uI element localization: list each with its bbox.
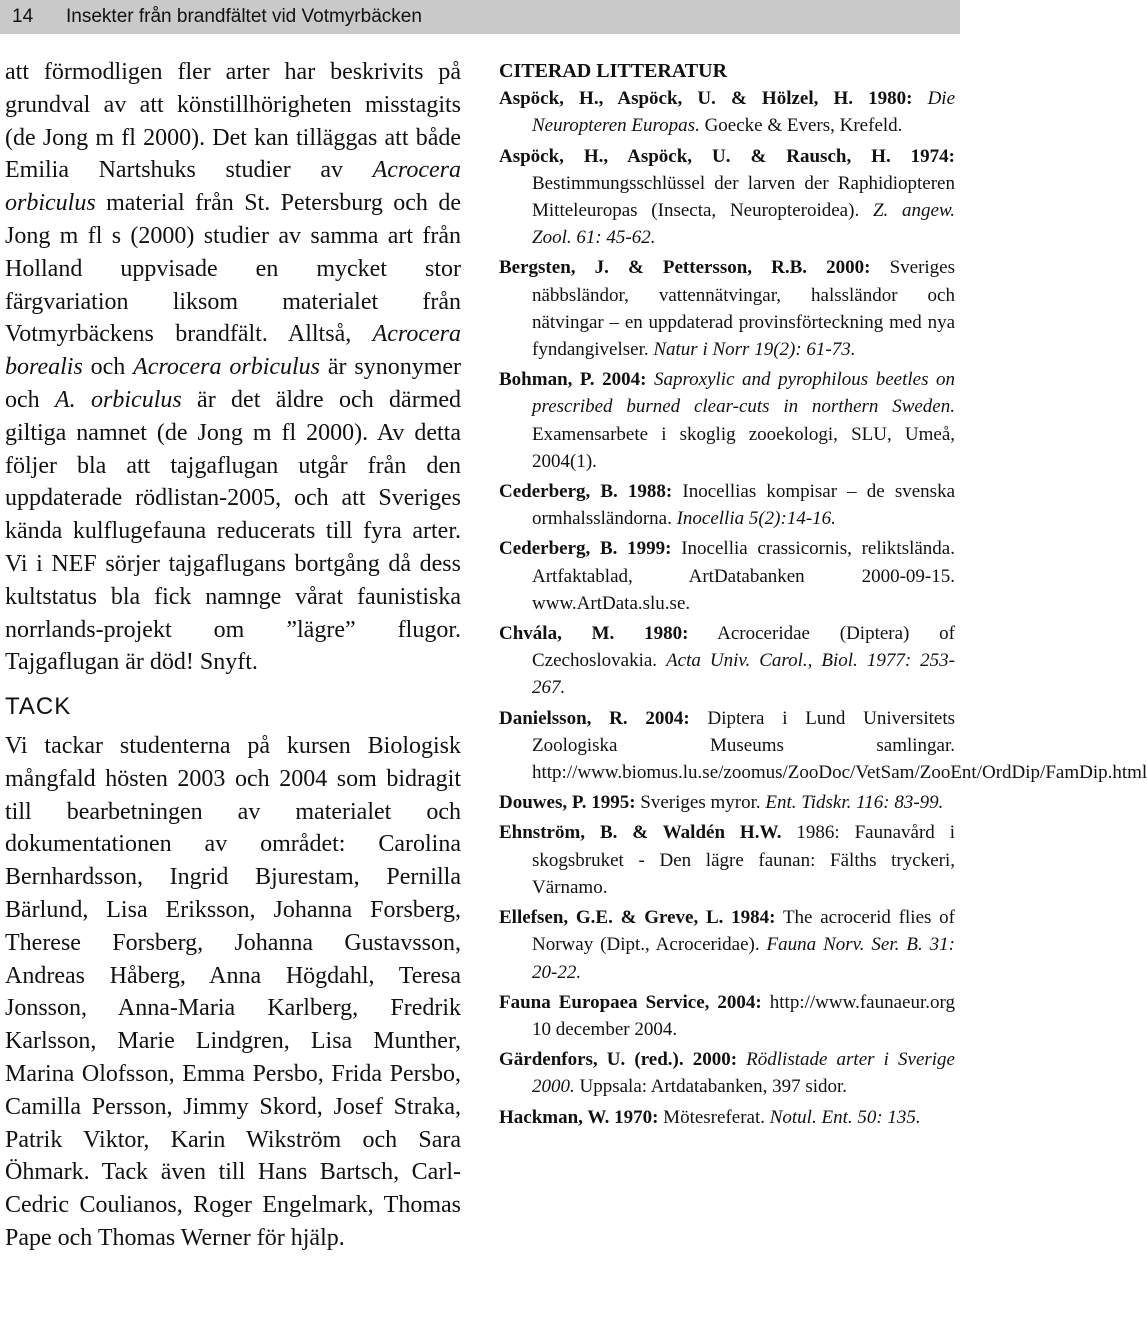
text-segment: att förmodligen fler arter har beskrivits på grundval av att könstillhörigheten misstagits (de Jong m fl 2000). Det kan tilläggas att både Emilia Nartshuks studier av: [5, 59, 461, 184]
text-segment: Uppsala: Artdatabanken, 397 sidor.: [574, 1076, 848, 1098]
text-segment: Examensarbete i skoglig zooekologi, SLU, Umeå, 2004(1).: [532, 423, 955, 472]
left-column: [5, 56, 461, 1255]
text-segment: Diptera i Lund Universitets Zoologiska Museums samlingar. http://www.biomus.lu.se/zoomus/ZooDoc/VetSam/ZooEnt/OrdDip/FamDip.html: [532, 707, 1147, 784]
reference-item: [499, 705, 1147, 787]
italic-text: Rödlistade arter i Sverige 2000.: [532, 1049, 955, 1098]
italic-text: Saproxylic and pyrophilous beetles on prescribed burned clear-cuts in northern Sweden.: [532, 369, 956, 418]
tack-paragraph: Vi tackar studenterna på kursen Biologisk mångfald hösten 2003 och 2004 som bidragit till bearbetningen av materialet och dokumentationen av området: Carolina Bernhardsson, Ingrid Bjurestam, Pernilla Bärlund, Lisa Eriksson, Johanna Forsberg, Therese Forsberg, Johanna Gustavsson, Andreas Håberg, Anna Högdahl, Teresa Jonsson, Anna-Maria Karlberg, Fredrik Karlsson, Marie Lindgren, Lisa Munther, Marina Olofsson, Emma Persbo, Frida Persbo, Camilla Persson, Jimmy Skord, Josef Straka, Patrik Viktor, Karin Wikström och Sara Öhmark. Tack även till Hans Bartsch, Carl-Cedric Coulianos, Roger Engelmark, Thomas Pape och Thomas Werner för hjälp.: [5, 732, 461, 1251]
text-segment: Sveriges myror.: [635, 792, 766, 814]
text-segment: [646, 369, 654, 390]
text-segment: Mötesreferat.: [658, 1106, 770, 1128]
italic-text: Acta Univ. Carol., Biol. 1977: 253-267.: [532, 650, 955, 699]
text-segment: 1986: Faunavård i skogsbruket - Den lägre faunan: Fälths tryckeri, Värnamo.: [532, 822, 955, 898]
reference-item: [499, 478, 955, 532]
text-segment: Inocellias kompisar – de svenska ormhalssländorna.: [532, 481, 956, 530]
text-segment: är synonymer och: [5, 354, 462, 413]
reference-author: Aspöck, H., Aspöck, U. & Rausch, H. 1974:: [499, 145, 955, 167]
reference-item: [499, 989, 955, 1043]
reference-author: Bergsten, J. & Pettersson, R.B. 2000:: [499, 257, 871, 279]
reference-item: [499, 819, 955, 901]
reference-list: [499, 85, 1147, 1131]
italic-text: Fauna Norv. Ser. B. 31: 20-22.: [532, 934, 955, 983]
italic-text: Acrocera orbiculus: [5, 157, 461, 217]
text-segment: Bestimmungsschlüssel der larven der Raphidiopteren Mitteleuropas (Insecta, Neuropteroidea).: [532, 172, 955, 222]
references-heading: CITERAD LITTERATUR: [499, 60, 728, 82]
reference-item: [499, 1104, 955, 1131]
reference-author: Cederberg, B. 1999:: [499, 538, 672, 560]
italic-text: Acrocera orbiculus: [133, 354, 321, 381]
text-segment: http://www.faunaeur.org 10 december 2004.: [532, 991, 955, 1040]
reference-author: Fauna Europaea Service, 2004:: [499, 991, 762, 1013]
reference-item: [499, 366, 955, 475]
italic-text: Z. angew. Zool. 61: 45-62.: [532, 200, 956, 249]
text-segment: Goecke & Evers, Krefeld.: [699, 115, 903, 137]
reference-author: Ehnström, B. & Waldén H.W.: [499, 822, 782, 844]
tack-heading: TACK: [5, 693, 72, 721]
reference-item: [499, 254, 955, 363]
text-segment: och: [82, 354, 134, 381]
reference-item: [499, 143, 955, 252]
right-column: [499, 58, 1147, 1134]
text-segment: Sveriges näbbsländor, vattennätvingar, halssländor och nätvingar – en uppdaterad provinsförteckning med nya fyndangivelser.: [532, 257, 955, 361]
intro-paragraph: [5, 56, 461, 679]
reference-item: [499, 535, 955, 617]
text-segment: material från St. Petersburg och de Jong m fl s (2000) studier av samma art från Holland uppvisade en mycket stor färgvariation liksom materialet från Votmyrbäckens brandfält. Alltså,: [5, 190, 461, 348]
italic-text: Acrocera borealis: [5, 321, 461, 381]
reference-item: [499, 620, 955, 702]
reference-author: Bohman, P. 2004:: [499, 369, 647, 391]
reference-author: Gärdenfors, U. (red.). 2000:: [499, 1049, 738, 1071]
reference-author: Chvála, M. 1980:: [499, 623, 689, 645]
italic-text: A. orbiculus: [55, 386, 182, 413]
text-segment: [737, 1049, 746, 1070]
italic-text: Notul. Ent. 50: 135.: [769, 1106, 921, 1128]
italic-text: Inocellia 5(2):14-16.: [676, 508, 836, 530]
page-number: 14: [12, 6, 34, 27]
reference-item: [499, 1046, 955, 1100]
reference-author: Hackman, W. 1970:: [499, 1106, 659, 1128]
text-segment: Inocellia crassicornis, reliktslända. Artfaktablad, ArtDatabanken 2000-09-15. www.ArtData.slu.se.: [532, 538, 955, 614]
text-segment: The acrocerid flies of Norway (Dipt., Acroceridae).: [532, 907, 955, 956]
text-segment: Acroceridae (Diptera) of Czechoslovakia.: [532, 623, 955, 672]
reference-author: Danielsson, R. 2004:: [499, 707, 690, 729]
reference-author: Ellefsen, G.E. & Greve, L. 1984:: [499, 907, 776, 929]
reference-item: [499, 789, 955, 816]
page-header: [0, 0, 960, 36]
reference-author: Aspöck, H., Aspöck, U. & Hölzel, H. 1980:: [499, 88, 913, 110]
reference-item: [499, 85, 955, 139]
italic-text: Die Neuropteren Europas.: [532, 88, 956, 137]
italic-text: Natur i Norr 19(2): 61-73.: [653, 339, 856, 361]
reference-item: [499, 904, 955, 986]
italic-text: Ent. Tidskr. 116: 83-99.: [765, 792, 944, 814]
text-segment: [912, 88, 927, 109]
reference-author: Cederberg, B. 1988:: [499, 481, 673, 503]
running-title: Insekter från brandfältet vid Votmyrbäcken: [66, 6, 422, 27]
text-segment: är det äldre och därmed giltiga namnet (de Jong m fl 2000). Av detta följer bla att tajgaflugan utgår från den uppdaterade rödlistan-2005, och att Sveriges kända kulflugefauna reducerats till fyra arter. Vi i NEF sörjer tajgaflugans bortgång då dess kultstatus bla fick namnge vårat faunistiska norrlands-projekt om ”lägre” flugor. Tajgaflugan är död! Snyft.: [5, 386, 462, 676]
reference-author: Douwes, P. 1995:: [499, 792, 636, 814]
